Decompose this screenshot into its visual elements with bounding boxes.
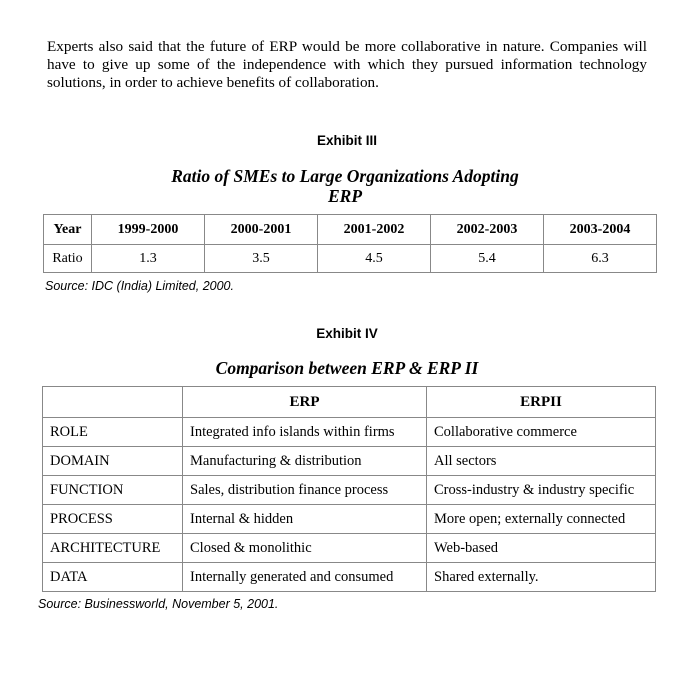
table-cell: 5.4 (431, 245, 544, 273)
exhibit-4-source: Source: Businessworld, November 5, 2001. (38, 597, 279, 611)
intro-paragraph: Experts also said that the future of ERP would be more collaborative in nature. Companies will have to give up some of the independence with which they pursued information technology solutions, in order to achieve benefits of collaboration. (47, 38, 647, 91)
exhibit-4-label: Exhibit IV (316, 326, 378, 341)
table-cell: Ratio (44, 245, 92, 273)
ratio-table-header-row (44, 215, 657, 245)
exhibit-3-label: Exhibit III (316, 133, 377, 148)
table-row (43, 476, 656, 505)
table-header-cell: 1999-2000 (92, 215, 205, 245)
table-header-cell: 2001-2002 (318, 215, 431, 245)
table-cell: Collaborative commerce (427, 418, 656, 447)
exhibit-4-title: Comparison between ERP & ERP II (215, 358, 479, 378)
table-row (43, 563, 656, 592)
table-cell: Internal & hidden (183, 505, 427, 534)
table-cell: All sectors (427, 447, 656, 476)
table-row (43, 534, 656, 563)
table-cell: DATA (43, 563, 183, 592)
table-cell: 3.5 (205, 245, 318, 273)
ratio-table (43, 214, 657, 273)
table-header-cell: 2003-2004 (544, 215, 657, 245)
table-row (43, 447, 656, 476)
table-header-cell: 2002-2003 (431, 215, 544, 245)
table-header-cell: Year (44, 215, 92, 245)
table-header-cell (43, 387, 183, 418)
table-cell: FUNCTION (43, 476, 183, 505)
table-cell: Manufacturing & distribution (183, 447, 427, 476)
table-cell: 4.5 (318, 245, 431, 273)
table-header-cell: ERPII (427, 387, 656, 418)
table-cell: 1.3 (92, 245, 205, 273)
table-cell: Sales, distribution finance process (183, 476, 427, 505)
table-cell: PROCESS (43, 505, 183, 534)
table-cell: More open; externally connected (427, 505, 656, 534)
table-cell: Web-based (427, 534, 656, 563)
erp-comparison-table (42, 386, 656, 592)
comparison-table-header-row (43, 387, 656, 418)
exhibit-3-source: Source: IDC (India) Limited, 2000. (45, 279, 234, 293)
table-cell: ARCHITECTURE (43, 534, 183, 563)
table-cell: Integrated info islands within firms (183, 418, 427, 447)
table-cell: 6.3 (544, 245, 657, 273)
table-header-cell: 2000-2001 (205, 215, 318, 245)
table-cell: Internally generated and consumed (183, 563, 427, 592)
exhibit-3-title: Ratio of SMEs to Large Organizations Adopting ERP (171, 166, 519, 206)
table-row (43, 418, 656, 447)
table-cell: Closed & monolithic (183, 534, 427, 563)
table-cell: DOMAIN (43, 447, 183, 476)
table-row (44, 245, 657, 273)
table-cell: ROLE (43, 418, 183, 447)
table-cell: Cross-industry & industry specific (427, 476, 656, 505)
table-cell: Shared externally. (427, 563, 656, 592)
table-header-cell: ERP (183, 387, 427, 418)
table-row (43, 505, 656, 534)
